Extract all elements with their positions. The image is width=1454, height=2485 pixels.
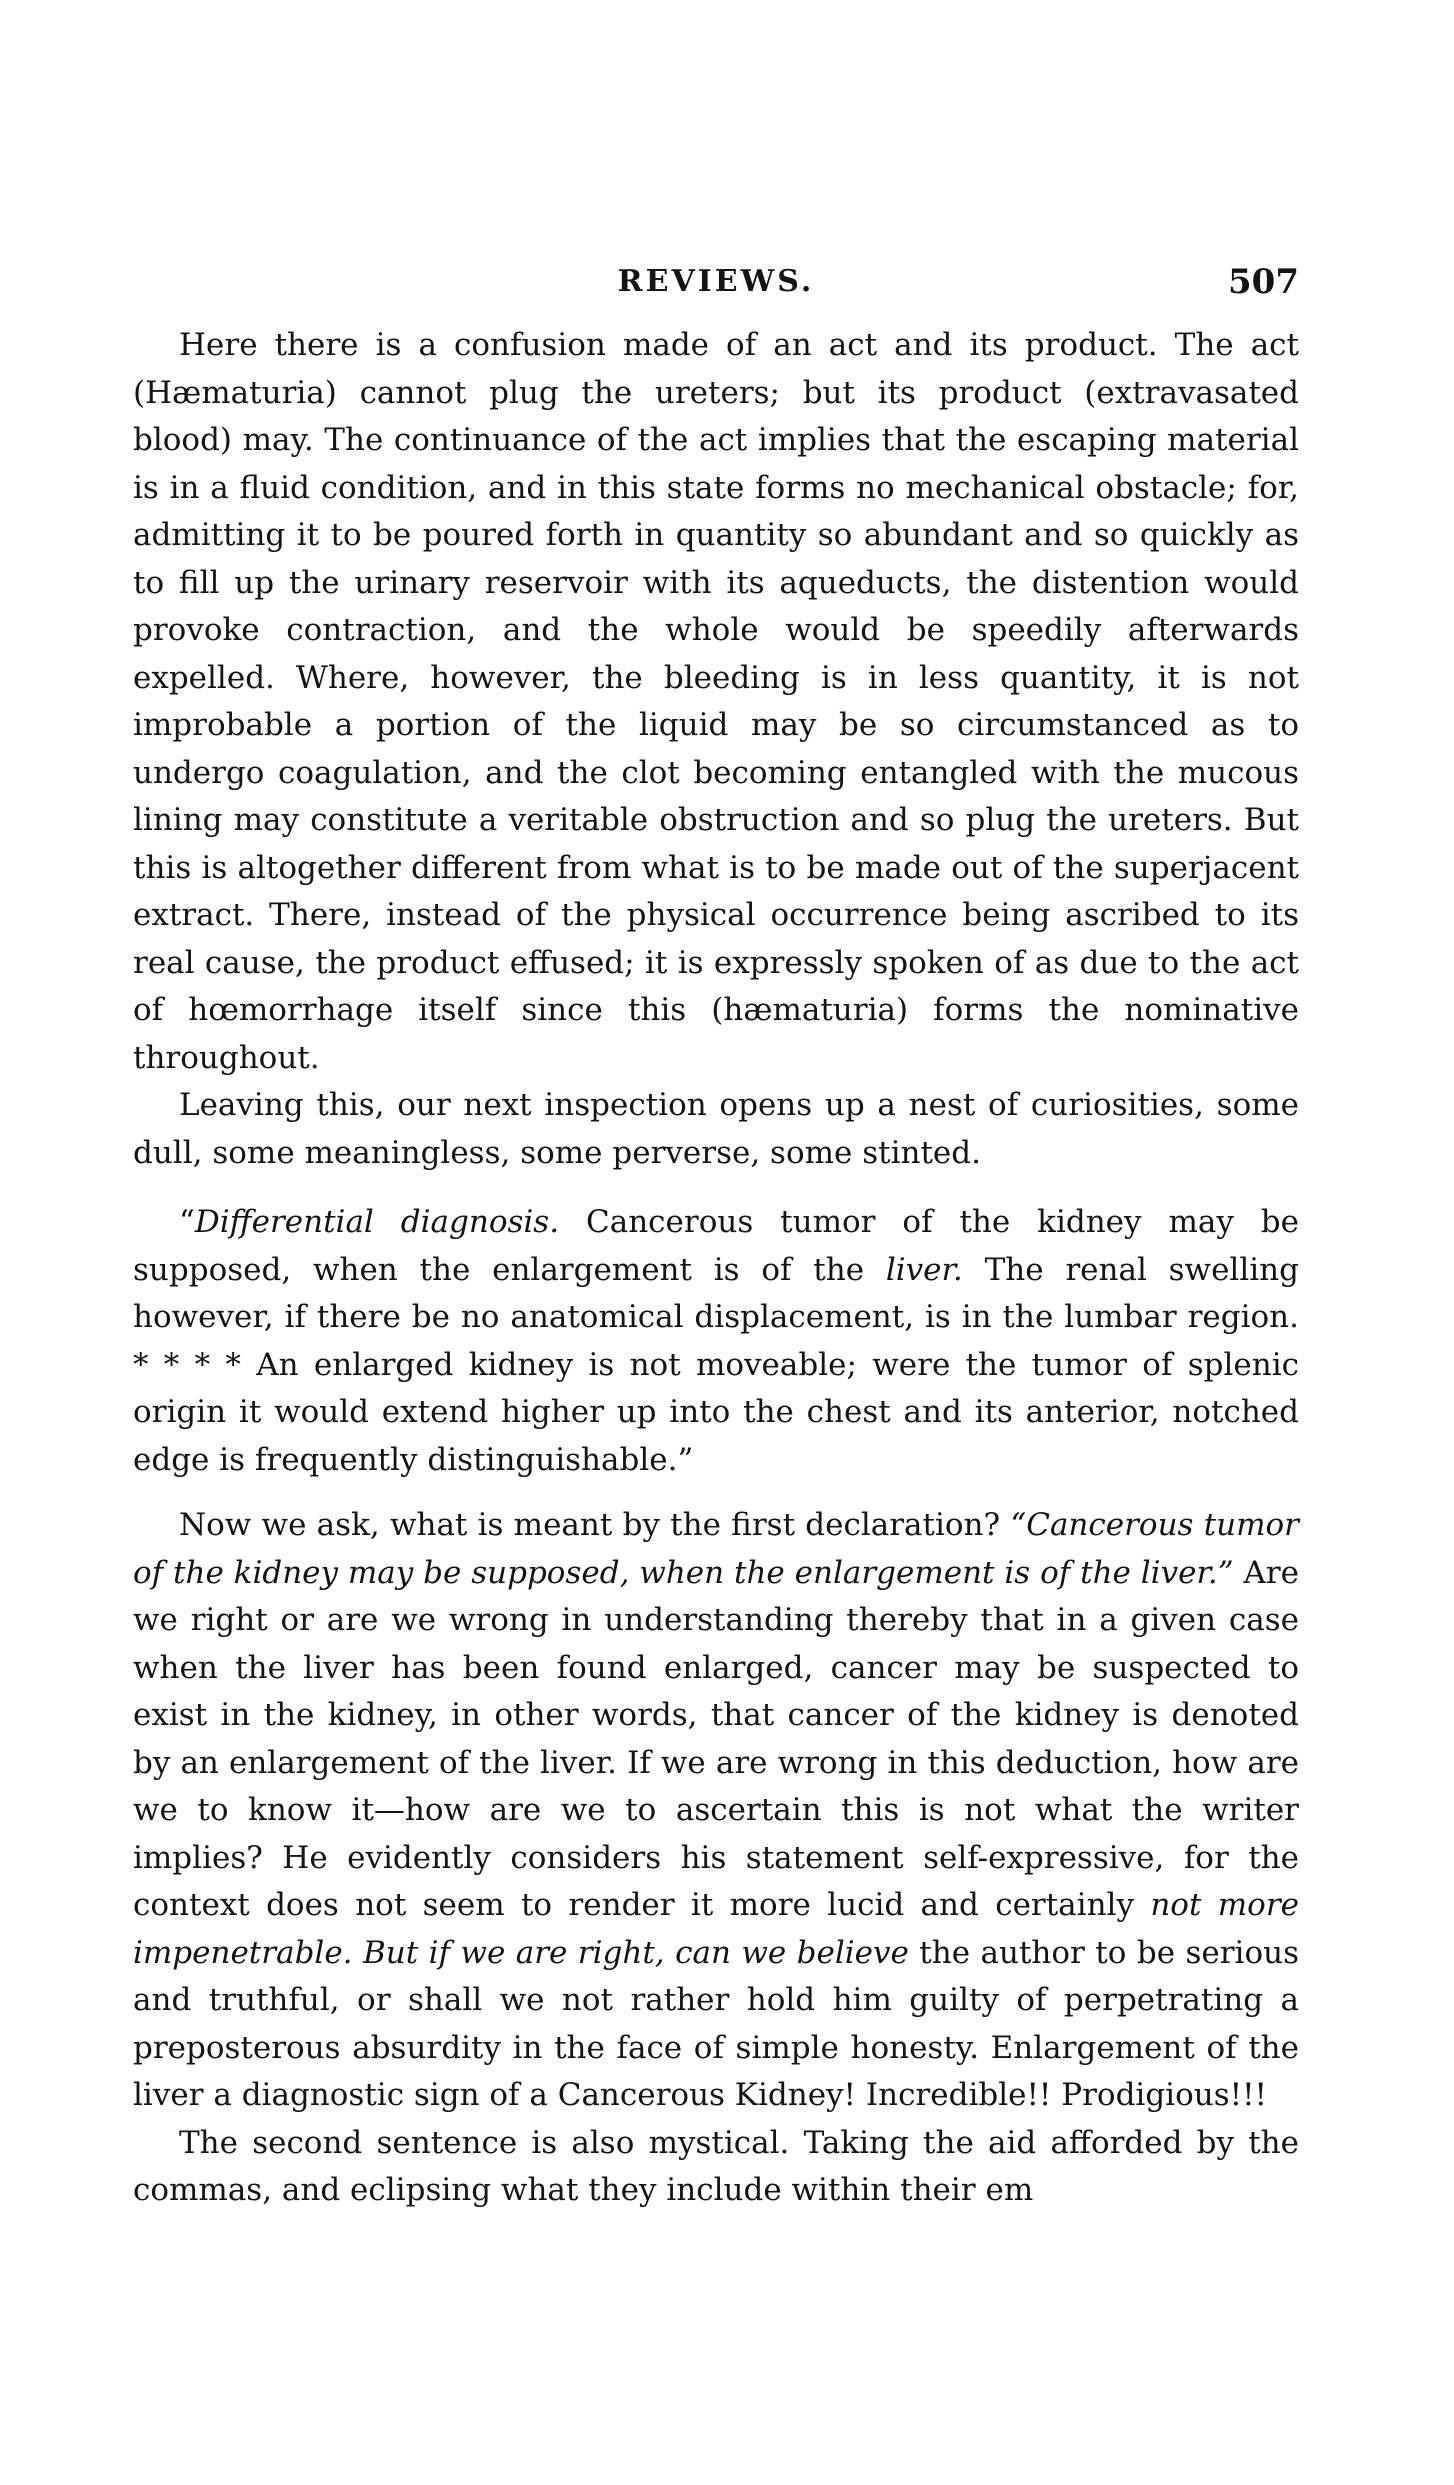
p3-end: the author to be serious and truthful, or shall we not rather hold him guilty of perpetrating a preposterous absurdity in the face of simple honesty. Enlargement of the liver a diagnostic sign of a Cancerous Kidney! Incredible!! Prodigious!!! (133, 1934, 1299, 2113)
quote-liver-word: liver. (885, 1251, 963, 1288)
paragraph-act-and-product: Here there is a confusion made of an act and its product. The act (Hæmaturia) cannot plug the ureters; but its product (extravasated blood) may. The continuance of the act implies that the escaping material is in a fluid condition, and in this state forms no mechanical obstacle; for, admitting it to be poured forth in quantity so abundant and so quickly as to fill up the urinary reservoir with its aqueducts, the distention would provoke contraction, and the whole would be speedily afterwards expelled. Where, however, the bleeding is in less quantity, it is not improbable a portion of the liquid may be so circumstanced as to undergo coagulation, and the clot becoming entangled with the mucous lining may constitute a veritable obstruction and so plug the ureters. But this is altogether different from what is to be made out of the superjacent extract. There, instead of the physical occurrence being ascribed to its real cause, the product effused; it is expressly spoken of as due to the act of hœmorrhage itself since this (hæmaturia) forms the nominative throughout. (133, 327, 1299, 1076)
paragraph-first-declaration (133, 1502, 1299, 2120)
quote-text-before-liver: Cancerous tumor of the kidney may be supposed, when the enlargement is of the (133, 1204, 1299, 1288)
p3-start: Now we ask, what is meant by the first declaration? (179, 1507, 1011, 1543)
page-header (133, 262, 1299, 322)
document-page (133, 262, 1299, 2215)
quote-heading: Differential diagnosis. (194, 1204, 560, 1240)
paragraph-nest-of-curiosities: Leaving this, our next inspection opens up a nest of curiosities, some dull, some meaningless, some perverse, some stinted. (133, 1087, 1299, 1171)
paragraph-second-sentence: The second sentence is also mystical. Taking the aid afforded by the commas, and eclipsing what they include within their em (133, 2124, 1299, 2208)
quote-text-after-liver: The renal swelling however, if there be no anatomical displacement, is in the lumbar region. * * * * An enlarged kidney is not moveable; were the tumor of splenic origin it would extend higher up into the chest and its anterior, notched edge is frequently distinguishable.” (133, 1251, 1299, 1478)
quote-open-mark: “ (179, 1204, 195, 1240)
p3-italic-phrase: not more impenetrable. But if we are right, can we believe (133, 1887, 1299, 1971)
p3-quoted-declaration: “Cancerous tumor of the kidney may be supposed, when the enlargement is of the liver.” (133, 1507, 1299, 1591)
quoted-extract (133, 1199, 1299, 1484)
running-head: REVIEWS. (617, 264, 815, 299)
page-number: 507 (1228, 262, 1299, 302)
p3-middle: Are we right or are we wrong in understanding thereby that in a given case when the liver has been found enlarged, cancer may be suspected to exist in the kidney, in other words, that cancer of the kidney is denoted by an enlargement of the liver. If we are wrong in this deduction, how are we to know it—how are we to ascertain this is not what the writer implies? He evidently considers his statement self-expressive, for the context does not seem to render it more lucid and certainly (133, 1554, 1299, 1923)
